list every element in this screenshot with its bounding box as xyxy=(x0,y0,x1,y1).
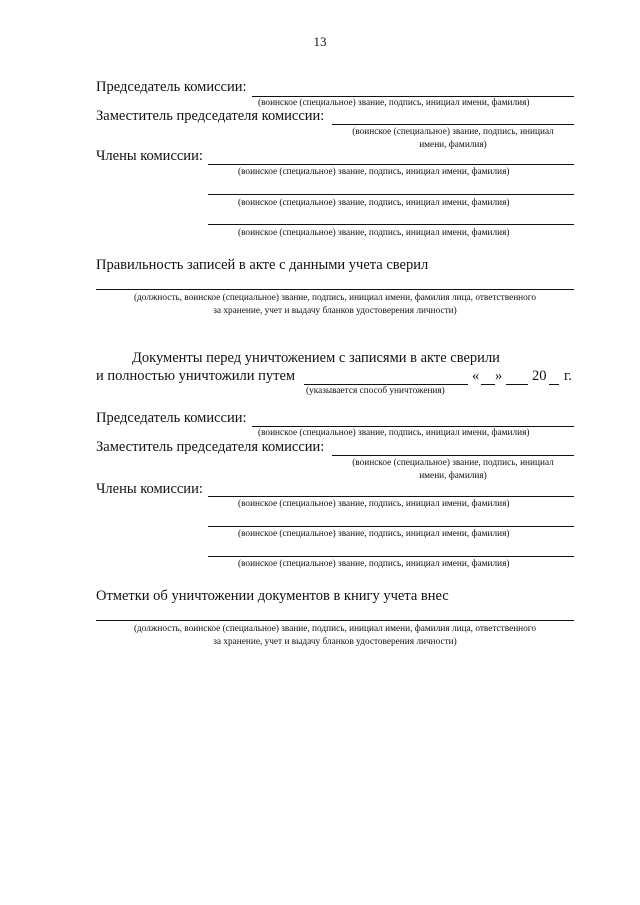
members-2-label: Члены комиссии: xyxy=(96,481,203,497)
entered-caption-line2: за хранение, учет и выдачу бланков удостоверения личности) xyxy=(213,637,457,647)
chairman-2-signature-line xyxy=(252,426,574,427)
member-2-3-signature-line xyxy=(208,556,574,557)
member-2-signature-line xyxy=(208,194,574,195)
deputy-2-caption-line2: имени, фамилия) xyxy=(419,471,487,481)
page-number: 13 xyxy=(313,34,327,49)
member-3-caption: (воинское (специальное) звание, подпись, инициал имени, фамилия) xyxy=(238,228,510,238)
chairman-2-caption: (воинское (специальное) звание, подпись, инициал имени, фамилия) xyxy=(258,428,530,438)
date-month-line xyxy=(506,384,528,385)
entered-signature-line xyxy=(96,620,574,621)
member-3-signature-line xyxy=(208,224,574,225)
deputy-signature-line xyxy=(332,124,574,125)
verified-caption-line2: за хранение, учет и выдачу бланков удостоверения личности) xyxy=(213,306,457,316)
member-2-2-caption: (воинское (специальное) звание, подпись, инициал имени, фамилия) xyxy=(238,529,510,539)
deputy-caption-line1: (воинское (специальное) звание, подпись, инициал xyxy=(352,127,554,137)
deputy-2-signature-line xyxy=(332,455,574,456)
entered-caption xyxy=(96,623,574,649)
member-2-caption: (воинское (специальное) звание, подпись, инициал имени, фамилия) xyxy=(238,198,510,208)
deputy-2-caption-line1: (воинское (специальное) звание, подпись, инициал xyxy=(352,458,554,468)
paragraph-line1: Документы перед уничтожением с записями в акте сверили xyxy=(132,350,500,366)
member-2-2-signature-line xyxy=(208,526,574,527)
date-year-prefix: 20 xyxy=(532,368,547,384)
chairman-signature-line xyxy=(252,96,574,97)
verified-signature-line xyxy=(96,289,574,290)
deputy-2-caption xyxy=(332,457,574,483)
chairman-label: Председатель комиссии: xyxy=(96,79,247,95)
member-1-caption: (воинское (специальное) звание, подпись, инициал имени, фамилия) xyxy=(238,167,510,177)
destruction-method-line xyxy=(304,384,468,385)
deputy-label: Заместитель председателя комиссии: xyxy=(96,108,325,124)
verified-caption xyxy=(96,292,574,318)
member-2-1-caption: (воинское (специальное) звание, подпись, инициал имени, фамилия) xyxy=(238,499,510,509)
entered-label: Отметки об уничтожении документов в книгу учета внес xyxy=(96,588,449,604)
member-1-signature-line xyxy=(208,164,574,165)
member-2-3-caption: (воинское (специальное) звание, подпись, инициал имени, фамилия) xyxy=(238,559,510,569)
chairman-2-label: Председатель комиссии: xyxy=(96,410,247,426)
destruction-method-caption: (указывается способ уничтожения) xyxy=(306,386,445,396)
entered-caption-line1: (должность, воинское (специальное) звание, подпись, инициал имени, фамилия лица, ответственного xyxy=(133,624,537,634)
deputy-2-label: Заместитель председателя комиссии: xyxy=(96,439,325,455)
deputy-caption-line2: имени, фамилия) xyxy=(419,140,487,150)
chairman-caption: (воинское (специальное) звание, подпись, инициал имени, фамилия) xyxy=(258,98,530,108)
date-open-quote: « xyxy=(472,368,480,384)
date-year-line xyxy=(549,384,559,385)
date-day-line xyxy=(481,384,495,385)
verified-caption-line1: (должность, воинское (специальное) звание, подпись, инициал имени, фамилия лица, ответственного xyxy=(133,293,537,303)
date-year-suffix: г. xyxy=(564,368,572,384)
date-close-quote: » xyxy=(495,368,503,384)
deputy-caption xyxy=(332,126,574,152)
members-label: Члены комиссии: xyxy=(96,148,203,164)
member-2-1-signature-line xyxy=(208,496,574,497)
paragraph-line2: и полностью уничтожили путем xyxy=(96,368,296,384)
verified-label: Правильность записей в акте с данными учета сверил xyxy=(96,257,429,273)
